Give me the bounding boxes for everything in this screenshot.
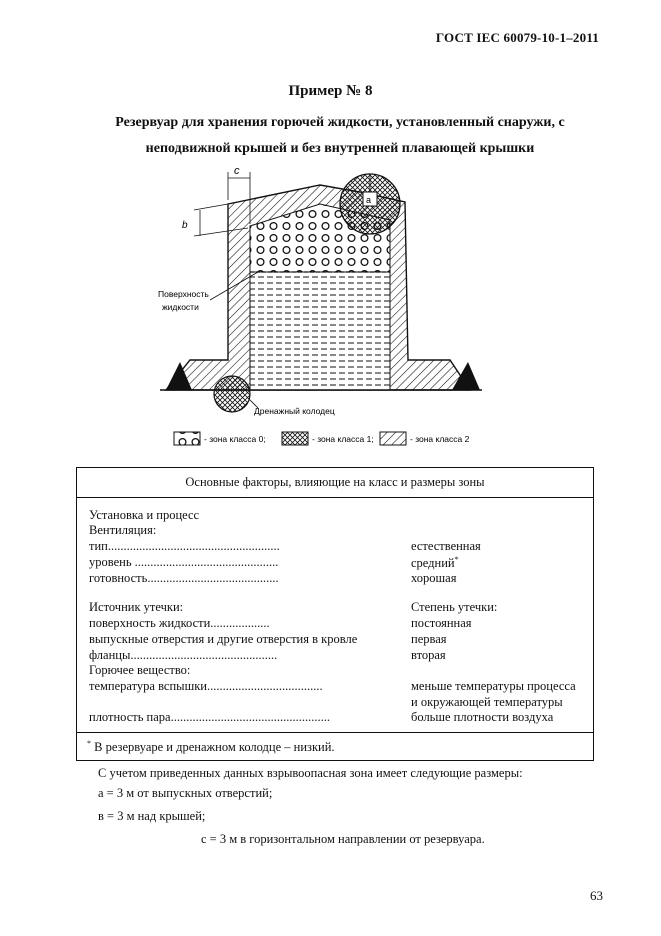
row-surface-value: постоянная xyxy=(411,616,472,630)
row-type-label: тип....................................................... xyxy=(89,539,280,553)
page-number: 63 xyxy=(590,888,603,903)
section-heading xyxy=(80,110,600,162)
row-level-label: уровень .............................................. xyxy=(89,555,279,569)
legend-zone0: - зона класса 0; xyxy=(204,434,266,444)
label-a: a xyxy=(366,195,372,205)
row-flashpoint-label: температура вспышки..................................... xyxy=(89,679,323,693)
label-c: c xyxy=(234,165,240,177)
flammable-label: Горючее вещество: xyxy=(89,663,191,677)
section-installation: Установка и процесс xyxy=(89,508,200,522)
source-label: Источник утечки: xyxy=(89,600,184,614)
row-availability-value: хорошая xyxy=(411,571,457,585)
tank-diagram xyxy=(150,160,490,460)
dimension-b: в = 3 м над крышей; xyxy=(98,809,206,823)
table-footnote: * В резервуаре и дренажном колодце – низкий. xyxy=(77,732,593,760)
row-surface-label: поверхность жидкости................... xyxy=(89,616,270,630)
heading-line-1: Резервуар для хранения горючей жидкости, установленный снаружи, с xyxy=(115,115,565,130)
row-level-value: средний* xyxy=(411,555,459,571)
dimension-a: а = 3 м от выпускных отверстий; xyxy=(98,786,273,800)
surface-label-1: Поверхность xyxy=(158,289,209,299)
legend-zone2: - зона класса 2 xyxy=(410,434,470,444)
table-header: Основные факторы, влияющие на класс и размеры зоны xyxy=(77,468,593,498)
row-flashpoint-value-2: и окружающей температуры xyxy=(411,695,563,709)
row-availability-label: готовность.......................................... xyxy=(89,571,279,585)
ventilation-label: Вентиляция: xyxy=(89,523,157,537)
row-flanges-value: вторая xyxy=(411,648,446,662)
intro-paragraph: С учетом приведенных данных взрывоопасная зона имеет следующие размеры: xyxy=(98,766,523,780)
row-flanges-label: фланцы............................................... xyxy=(89,648,278,662)
row-density-label: плотность пара................................................... xyxy=(89,710,330,724)
example-title: Пример № 8 xyxy=(288,83,373,99)
heading-line-2: неподвижной крышей и без внутренней плавающей крышки xyxy=(145,141,535,156)
row-vents-label: выпускные отверстия и другие отверстия в кровле xyxy=(89,632,358,646)
row-density-value: больше плотности воздуха xyxy=(411,710,554,724)
row-flashpoint-value-1: меньше температуры процесса xyxy=(411,679,576,693)
factors-table xyxy=(76,467,594,761)
drain-pit xyxy=(214,376,250,412)
release-grade-label: Степень утечки: xyxy=(411,600,498,614)
legend-zone1: - зона класса 1; xyxy=(312,434,374,444)
dimension-c: с = 3 м в горизонтальном направлении от резервуара. xyxy=(201,832,485,846)
row-vents-value: первая xyxy=(411,632,447,646)
document-header: ГОСТ IEC 60079-10-1–2011 xyxy=(435,30,599,45)
row-type-value: естественная xyxy=(411,539,481,553)
surface-label-2: жидкости xyxy=(162,302,199,312)
drain-label: Дренажный колодец xyxy=(254,406,335,416)
label-b: b xyxy=(182,220,188,231)
